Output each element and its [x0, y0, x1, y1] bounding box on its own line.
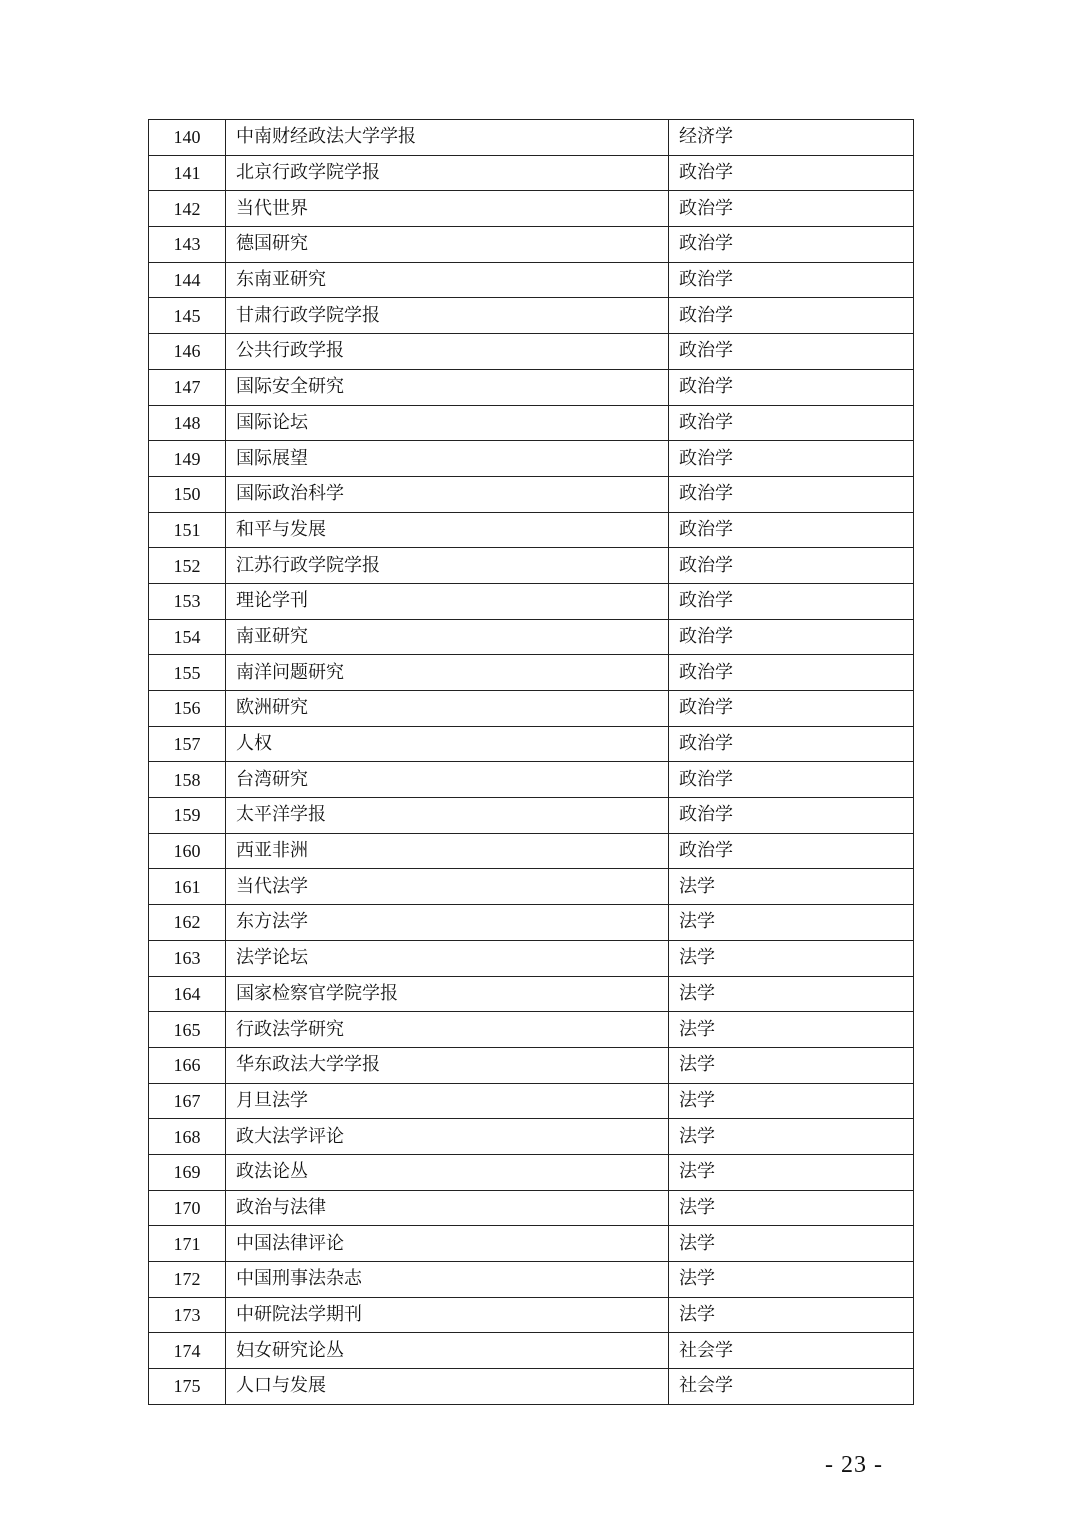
- discipline-category: 政治学: [669, 227, 914, 263]
- table-row: [149, 1119, 914, 1155]
- table-row: [149, 798, 914, 834]
- journal-name: 甘肃行政学院学报: [226, 298, 669, 334]
- discipline-category: 政治学: [669, 369, 914, 405]
- table-row: [149, 512, 914, 548]
- table-row: [149, 369, 914, 405]
- journal-name: 中研院法学期刊: [226, 1297, 669, 1333]
- journal-name: 德国研究: [226, 227, 669, 263]
- table-row: [149, 691, 914, 727]
- journal-name: 和平与发展: [226, 512, 669, 548]
- journal-name: 东南亚研究: [226, 262, 669, 298]
- discipline-category: 政治学: [669, 441, 914, 477]
- journal-name: 欧洲研究: [226, 691, 669, 727]
- discipline-category: 政治学: [669, 762, 914, 798]
- discipline-category: 法学: [669, 1083, 914, 1119]
- journal-name: 国际论坛: [226, 405, 669, 441]
- journal-name: 理论学刊: [226, 583, 669, 619]
- journal-name: 人权: [226, 726, 669, 762]
- table-row: [149, 1154, 914, 1190]
- journal-name: 法学论坛: [226, 940, 669, 976]
- row-number: 159: [149, 798, 226, 834]
- table-row: [149, 583, 914, 619]
- journal-name: 北京行政学院学报: [226, 155, 669, 191]
- row-number: 140: [149, 120, 226, 156]
- table-row: [149, 726, 914, 762]
- journal-name: 政治与法律: [226, 1190, 669, 1226]
- discipline-category: 政治学: [669, 191, 914, 227]
- discipline-category: 法学: [669, 1047, 914, 1083]
- discipline-category: 政治学: [669, 476, 914, 512]
- journal-name: 南洋问题研究: [226, 655, 669, 691]
- table-row: [149, 155, 914, 191]
- row-number: 173: [149, 1297, 226, 1333]
- journal-name: 人口与发展: [226, 1369, 669, 1405]
- page-number: - 23 -: [825, 1452, 883, 1478]
- discipline-category: 法学: [669, 1012, 914, 1048]
- discipline-category: 政治学: [669, 583, 914, 619]
- table-row: [149, 298, 914, 334]
- row-number: 148: [149, 405, 226, 441]
- table-row: [149, 262, 914, 298]
- row-number: 150: [149, 476, 226, 512]
- journal-name: 国际展望: [226, 441, 669, 477]
- row-number: 142: [149, 191, 226, 227]
- table-row: [149, 1226, 914, 1262]
- discipline-category: 政治学: [669, 298, 914, 334]
- row-number: 153: [149, 583, 226, 619]
- journal-name: 太平洋学报: [226, 798, 669, 834]
- discipline-category: 政治学: [669, 619, 914, 655]
- discipline-category: 法学: [669, 1226, 914, 1262]
- discipline-category: 经济学: [669, 120, 914, 156]
- table-row: [149, 1369, 914, 1405]
- discipline-category: 政治学: [669, 655, 914, 691]
- row-number: 170: [149, 1190, 226, 1226]
- row-number: 169: [149, 1154, 226, 1190]
- table-row: [149, 940, 914, 976]
- journal-name: 东方法学: [226, 905, 669, 941]
- row-number: 156: [149, 691, 226, 727]
- journal-name: 当代法学: [226, 869, 669, 905]
- row-number: 158: [149, 762, 226, 798]
- table-row: [149, 1047, 914, 1083]
- row-number: 157: [149, 726, 226, 762]
- table-row: [149, 833, 914, 869]
- row-number: 152: [149, 548, 226, 584]
- discipline-category: 政治学: [669, 405, 914, 441]
- row-number: 154: [149, 619, 226, 655]
- table-row: [149, 869, 914, 905]
- row-number: 168: [149, 1119, 226, 1155]
- table-row: [149, 1190, 914, 1226]
- journal-name: 国际政治科学: [226, 476, 669, 512]
- journal-name: 当代世界: [226, 191, 669, 227]
- row-number: 175: [149, 1369, 226, 1405]
- row-number: 160: [149, 833, 226, 869]
- discipline-category: 法学: [669, 1297, 914, 1333]
- table-row: [149, 476, 914, 512]
- row-number: 161: [149, 869, 226, 905]
- discipline-category: 法学: [669, 1119, 914, 1155]
- discipline-category: 政治学: [669, 833, 914, 869]
- discipline-category: 社会学: [669, 1333, 914, 1369]
- journal-name: 公共行政学报: [226, 334, 669, 370]
- row-number: 172: [149, 1262, 226, 1298]
- journal-name: 中国刑事法杂志: [226, 1262, 669, 1298]
- row-number: 149: [149, 441, 226, 477]
- row-number: 162: [149, 905, 226, 941]
- journal-name: 月旦法学: [226, 1083, 669, 1119]
- row-number: 166: [149, 1047, 226, 1083]
- discipline-category: 社会学: [669, 1369, 914, 1405]
- discipline-category: 政治学: [669, 262, 914, 298]
- row-number: 146: [149, 334, 226, 370]
- journal-name: 西亚非洲: [226, 833, 669, 869]
- table-row: [149, 1262, 914, 1298]
- table-row: [149, 619, 914, 655]
- table-row: [149, 191, 914, 227]
- table-row: [149, 1333, 914, 1369]
- row-number: 171: [149, 1226, 226, 1262]
- journal-name: 江苏行政学院学报: [226, 548, 669, 584]
- row-number: 141: [149, 155, 226, 191]
- journal-name: 台湾研究: [226, 762, 669, 798]
- row-number: 164: [149, 976, 226, 1012]
- row-number: 174: [149, 1333, 226, 1369]
- row-number: 167: [149, 1083, 226, 1119]
- journal-name: 中南财经政法大学学报: [226, 120, 669, 156]
- row-number: 165: [149, 1012, 226, 1048]
- table-row: [149, 120, 914, 156]
- discipline-category: 法学: [669, 976, 914, 1012]
- journal-name: 妇女研究论丛: [226, 1333, 669, 1369]
- discipline-category: 政治学: [669, 334, 914, 370]
- row-number: 163: [149, 940, 226, 976]
- discipline-category: 法学: [669, 869, 914, 905]
- row-number: 147: [149, 369, 226, 405]
- table-body: [149, 120, 914, 1405]
- discipline-category: 法学: [669, 1190, 914, 1226]
- table-row: [149, 1297, 914, 1333]
- table-row: [149, 905, 914, 941]
- journal-name: 国际安全研究: [226, 369, 669, 405]
- discipline-category: 法学: [669, 1154, 914, 1190]
- journal-name: 政法论丛: [226, 1154, 669, 1190]
- journal-name: 政大法学评论: [226, 1119, 669, 1155]
- journal-name: 华东政法大学学报: [226, 1047, 669, 1083]
- row-number: 151: [149, 512, 226, 548]
- discipline-category: 政治学: [669, 691, 914, 727]
- table-row: [149, 548, 914, 584]
- row-number: 143: [149, 227, 226, 263]
- discipline-category: 政治学: [669, 548, 914, 584]
- discipline-category: 政治学: [669, 798, 914, 834]
- table-row: [149, 655, 914, 691]
- discipline-category: 政治学: [669, 726, 914, 762]
- discipline-category: 政治学: [669, 155, 914, 191]
- row-number: 144: [149, 262, 226, 298]
- journal-name: 国家检察官学院学报: [226, 976, 669, 1012]
- row-number: 155: [149, 655, 226, 691]
- table-row: [149, 227, 914, 263]
- discipline-category: 法学: [669, 1262, 914, 1298]
- journal-list-table: [148, 119, 914, 1405]
- table-row: [149, 762, 914, 798]
- discipline-category: 法学: [669, 940, 914, 976]
- table-row: [149, 976, 914, 1012]
- row-number: 145: [149, 298, 226, 334]
- journal-name: 中国法律评论: [226, 1226, 669, 1262]
- table-row: [149, 441, 914, 477]
- discipline-category: 法学: [669, 905, 914, 941]
- table-row: [149, 1083, 914, 1119]
- journal-name: 南亚研究: [226, 619, 669, 655]
- table-row: [149, 334, 914, 370]
- table-row: [149, 1012, 914, 1048]
- table-row: [149, 405, 914, 441]
- journal-name: 行政法学研究: [226, 1012, 669, 1048]
- discipline-category: 政治学: [669, 512, 914, 548]
